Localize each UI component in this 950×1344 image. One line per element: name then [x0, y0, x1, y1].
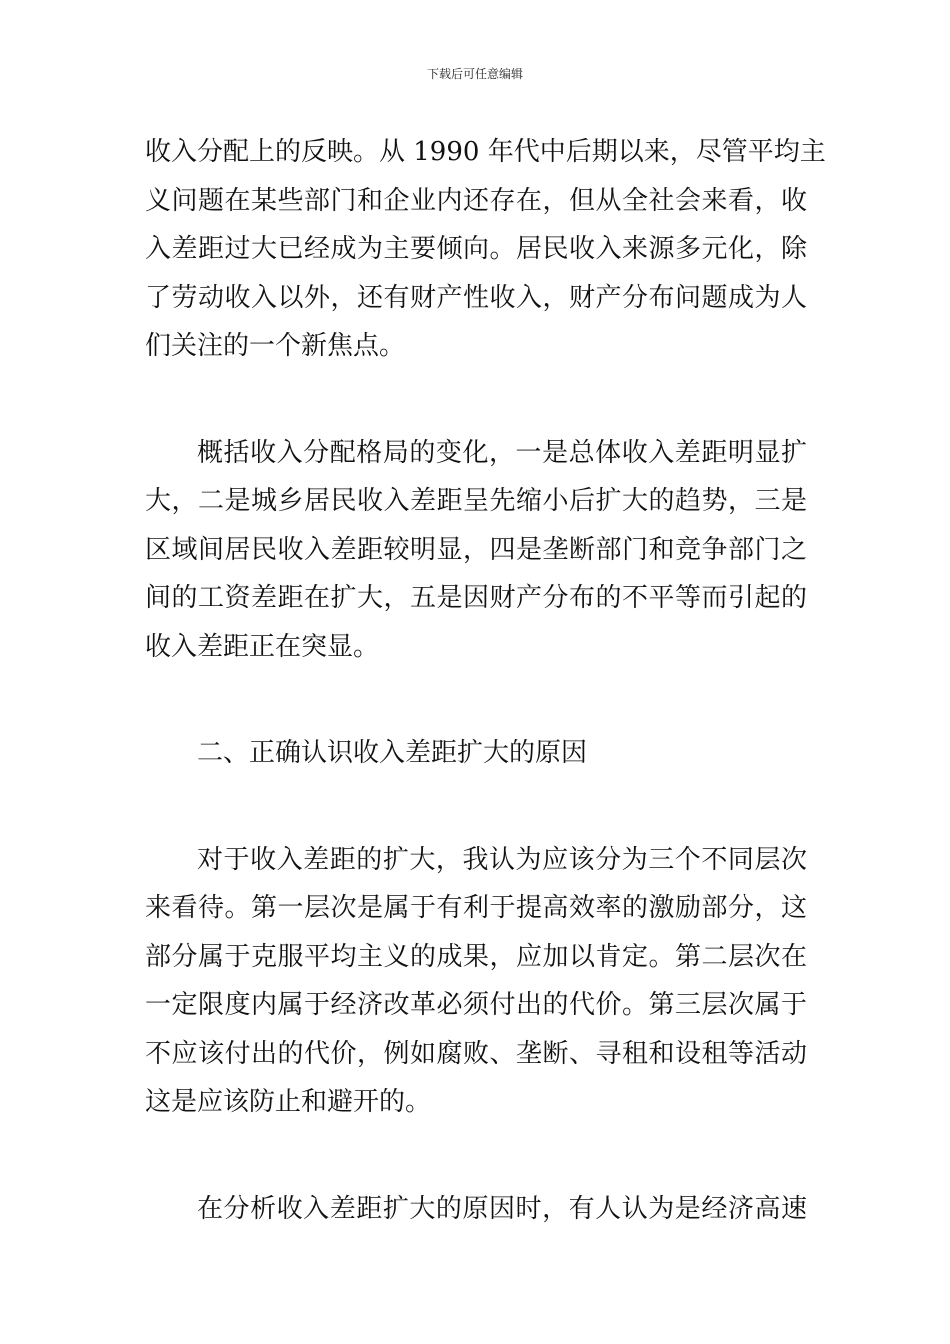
text-line: 们关注的一个新焦点。 [145, 331, 406, 361]
text-line: 一定限度内属于经济改革必须付出的代价。第三层次属于 [145, 990, 807, 1020]
text-line: 概括收入分配格局的变化，一是总体收入差距明显扩 [197, 437, 807, 468]
text-line: 收入差距正在突显。 [145, 631, 380, 662]
text-line: 区域间居民收入差距较明显，四是垄断部门和竞争部门之 [145, 534, 807, 565]
text-line: 间的工资差距在扩大，五是因财产分布的不平等而引起的 [145, 583, 807, 613]
text-line: 入差距过大已经成为主要倾向。居民收入来源多元化，除 [145, 234, 807, 264]
paragraph-gap [145, 1127, 807, 1185]
text-line: 收入分配上的反映。从 1990 年代中后期以来，尽管平均主 [145, 137, 826, 167]
text-line: 了劳动收入以外，还有财产性收入，财产分布问题成为人 [145, 282, 807, 313]
section-heading-text: 二、正确认识收入差距扩大的原因 [197, 738, 588, 768]
text-line: 这是应该防止和避开的。 [145, 1087, 432, 1117]
text-line: 对于收入差距的扩大，我认为应该分为三个不同层次 [197, 844, 807, 875]
text-line: 部分属于克服平均主义的成果，应加以肯定。第二层次在 [145, 941, 807, 972]
paragraph-gap [145, 371, 807, 429]
paragraph-3 [145, 836, 807, 1127]
text-line: 义问题在某些部门和企业内还存在，但从全社会来看，收 [145, 185, 807, 216]
paragraph-gap [145, 671, 807, 729]
paragraph-2 [145, 429, 807, 672]
paragraph-1 [145, 128, 826, 371]
paragraph-4 [145, 1185, 807, 1234]
document-body [145, 128, 826, 1233]
text-line: 不应该付出的代价，例如腐败、垄断、寻租和设租等活动 [145, 1038, 807, 1069]
paragraph-gap [145, 778, 807, 836]
section-heading [145, 729, 807, 778]
page-header: 下载后可任意编辑 [426, 67, 523, 81]
text-line: 在分析收入差距扩大的原因时，有人认为是经济高速 [197, 1193, 807, 1224]
text-line: 大，二是城乡居民收入差距呈先缩小后扩大的趋势，三是 [145, 486, 807, 516]
text-line: 来看待。第一层次是属于有利于提高效率的激励部分，这 [145, 893, 807, 923]
